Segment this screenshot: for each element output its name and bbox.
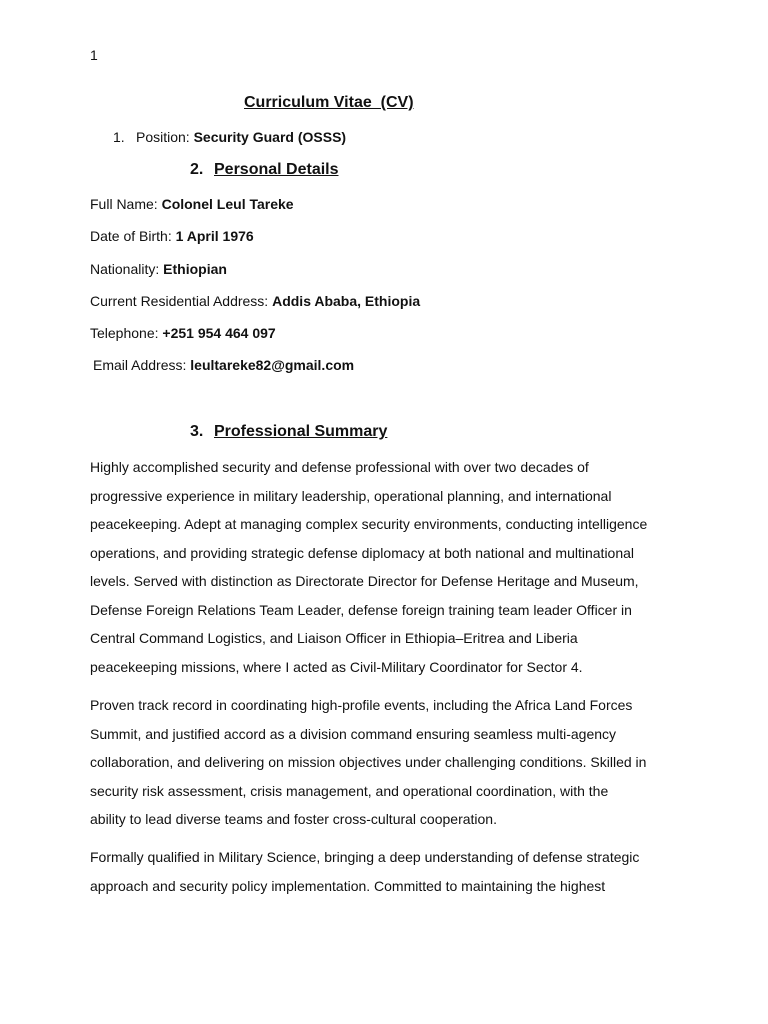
position-number: 1. xyxy=(113,129,125,145)
detail-label: Telephone: xyxy=(90,325,163,341)
paragraph-line: security risk assessment, crisis management, and operational coordination, with the xyxy=(90,782,609,799)
detail-label: Full Name: xyxy=(90,196,162,212)
personal-details-heading xyxy=(190,161,339,179)
paragraph-line: Central Command Logistics, and Liaison Officer in Ethiopia–Eritrea and Liberia xyxy=(90,630,578,646)
section-title: Personal Details xyxy=(214,161,339,178)
detail-label: Email Address: xyxy=(93,357,191,373)
paragraph-line: operations, and providing strategic defense diplomacy at both national and multinational xyxy=(90,544,635,561)
position-line xyxy=(113,129,346,145)
email-row xyxy=(93,357,354,373)
section-title: Professional Summary xyxy=(214,423,388,440)
position-label: Position: xyxy=(136,129,194,145)
paragraph-line: collaboration, and delivering on mission objectives under challenging conditions. Skilled in xyxy=(90,754,647,770)
summary-paragraph-1 xyxy=(90,453,690,681)
paragraph-line: Summit, and justified accord as a division command ensuring seamless multi-agency xyxy=(90,725,617,742)
telephone-row xyxy=(90,325,276,341)
telephone-value: +251 954 464 097 xyxy=(162,325,276,341)
detail-label: Current Residential Address: xyxy=(90,293,273,309)
page-number: 1 xyxy=(90,47,98,63)
full-name-value: Colonel Leul Tareke xyxy=(161,196,294,212)
paragraph-line: Defense Foreign Relations Team Leader, defense foreign training team leader Officer in xyxy=(90,601,632,618)
email-value: leultareke82@gmail.com xyxy=(190,357,355,373)
date-of-birth-value: 1 April 1976 xyxy=(175,228,254,244)
detail-label: Date of Birth: xyxy=(90,228,176,244)
paragraph-line: ability to lead diverse teams and foster cross-cultural cooperation. xyxy=(90,811,497,827)
detail-label: Nationality: xyxy=(90,261,164,277)
summary-paragraph-3 xyxy=(90,843,690,900)
paragraph-line: Proven track record in coordinating high-profile events, including the Africa Land Forces xyxy=(90,697,633,713)
paragraph-line: Highly accomplished security and defense professional with over two decades of xyxy=(90,459,589,475)
paragraph-line: peacekeeping missions, where I acted as Civil-Military Coordinator for Sector 4. xyxy=(90,658,583,675)
paragraph-line: peacekeeping. Adept at managing complex security environments, conducting intelligence xyxy=(90,516,648,532)
paragraph-line: levels. Served with distinction as Directorate Director for Defense Heritage and Museum, xyxy=(90,573,639,589)
nationality-value: Ethiopian xyxy=(163,261,227,277)
paragraph-line: progressive experience in military leadership, operational planning, and international xyxy=(90,487,612,504)
section-number: 2. xyxy=(190,161,204,178)
date-of-birth-row xyxy=(90,228,254,244)
summary-paragraph-2 xyxy=(90,691,690,834)
nationality-row xyxy=(90,261,227,277)
position-value: Security Guard (OSSS) xyxy=(193,129,347,145)
full-name-row xyxy=(90,196,294,212)
section-number: 3. xyxy=(190,423,204,440)
page-title: Curriculum Vitae (CV) xyxy=(244,94,414,111)
professional-summary-heading xyxy=(190,423,387,441)
paragraph-line: Formally qualified in Military Science, bringing a deep understanding of defense strategic xyxy=(90,849,640,865)
address-row xyxy=(90,293,420,309)
address-value: Addis Ababa, Ethiopia xyxy=(272,293,421,309)
paragraph-line: approach and security policy implementation. Committed to maintaining the highest xyxy=(90,877,606,894)
